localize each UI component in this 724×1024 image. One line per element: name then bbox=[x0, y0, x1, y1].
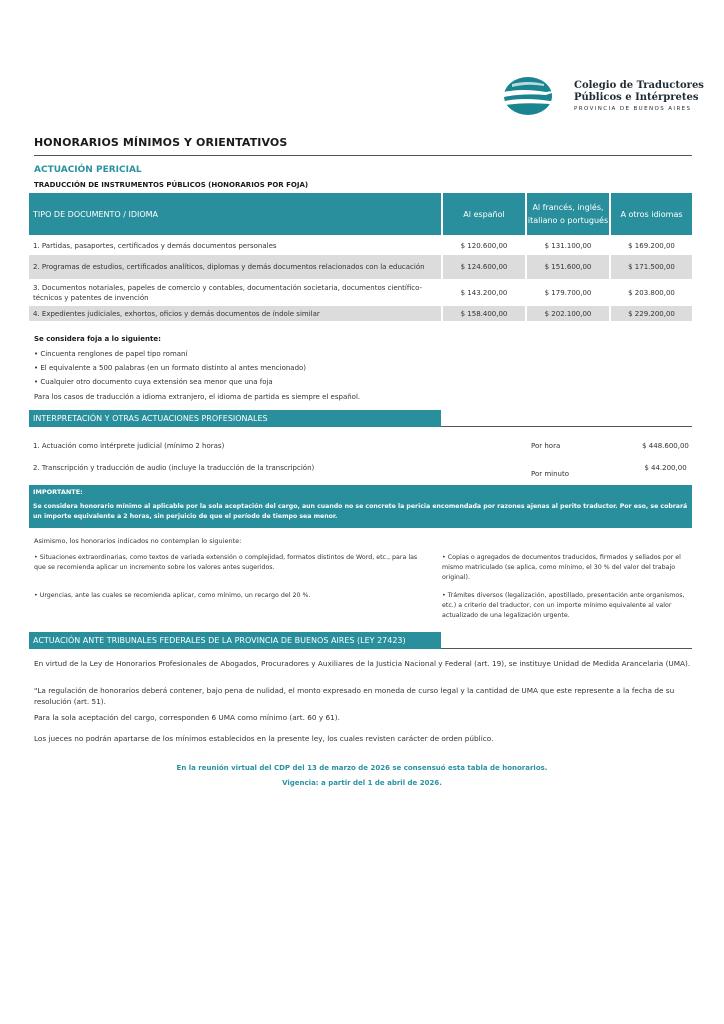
column-header-spanish: Al español bbox=[443, 193, 525, 235]
table-row bbox=[29, 255, 692, 279]
foja-item: • El equivalente a 500 palabras (en un formato distinto al antes mencionado) bbox=[34, 364, 307, 372]
price-fr-en-it-pt: $ 202.100,00 bbox=[527, 306, 609, 321]
table-row bbox=[29, 306, 692, 321]
exclusions-intro: Asimismo, los honorarios indicados no contemplan lo siguiente: bbox=[34, 537, 242, 545]
table-row bbox=[29, 281, 692, 305]
foja-heading: Se considera foja a lo siguiente: bbox=[34, 335, 161, 343]
table-row bbox=[29, 238, 692, 254]
federales-paragraph: Para la sola aceptación del cargo, corresponden 6 UMA como mínimo (art. 60 y 61). bbox=[34, 713, 340, 722]
row-unit: Por minuto bbox=[531, 470, 570, 478]
table-row bbox=[29, 456, 692, 480]
language-note: Para los casos de traducción a idioma extranjero, el idioma de partida es siempre el español. bbox=[34, 393, 361, 401]
important-title: IMPORTANTE: bbox=[33, 488, 83, 496]
pericial-heading: ACTUACIÓN PERICIAL bbox=[34, 165, 142, 175]
price-spanish: $ 124.600,00 bbox=[443, 255, 525, 279]
price-other: $ 229.200,00 bbox=[611, 306, 692, 321]
exclusion-item: • Trámites diversos (legalización, apostillado, presentación ante organismos, etc.) a criterio del traductor, con un importe mínimo equivalente al valor actualizado de una legalización urgente. bbox=[442, 592, 685, 619]
price-other: $ 203.800,00 bbox=[628, 289, 675, 297]
federales-heading: ACTUACIÓN ANTE TRIBUNALES FEDERALES DE LA PROVINCIA DE BUENOS AIRES (LEY 27423) bbox=[29, 632, 441, 649]
foja-item: • Cualquier otro documento cuya extensión sea menor que una foja bbox=[34, 378, 273, 386]
column-header-other: A otros idiomas bbox=[611, 193, 692, 235]
row-unit: Por hora bbox=[531, 442, 561, 450]
row-price: $ 44.200,00 bbox=[644, 464, 687, 472]
row-label: 1. Actuación como intérprete judicial (mínimo 2 horas) bbox=[33, 442, 225, 450]
page-title: HONORARIOS MÍNIMOS Y ORIENTATIVOS bbox=[34, 136, 288, 149]
price-fr-en-it-pt: $ 151.600,00 bbox=[527, 255, 609, 279]
price-other: $ 171.500,00 bbox=[611, 255, 692, 279]
exclusion-item: • Copias o agregados de documentos traducidos, firmados y sellados por el mismo matriculado (se aplica, como mínimo, el 30 % del valor del trabajo original). bbox=[442, 554, 681, 581]
logo-text bbox=[574, 80, 704, 112]
important-text: Se considera honorario mínimo al aplicable por la sola aceptación del cargo, aun cuando no se concrete la pericia encomendada por razones ajenas al perito traductor. Por eso, se cobrará un importe equivalente a 2 horas, sin perjuicio de que el período de tiempo sea menor. bbox=[33, 503, 688, 520]
logo-line-1: Colegio de Traductores bbox=[574, 80, 704, 91]
price-other: $ 169.200,00 bbox=[628, 242, 675, 250]
exclusion-item: • Urgencias, ante las cuales se recomienda aplicar, como mínimo, un recargo del 20 %. bbox=[34, 592, 311, 599]
row-label: 1. Partidas, pasaportes, certificados y demás documentos personales bbox=[33, 242, 277, 250]
price-spanish: $ 143.200,00 bbox=[460, 289, 508, 297]
important-box bbox=[29, 485, 692, 528]
row-label: 3. Documentos notariales, papeles de comercio y contables, documentación societaria, documentos científico-técnicos y patentes de invención bbox=[33, 284, 423, 302]
logo bbox=[502, 76, 704, 116]
column-header-type: TIPO DE DOCUMENTO / IDIOMA bbox=[29, 193, 441, 235]
title-divider bbox=[34, 155, 692, 156]
price-spanish: $ 120.600,00 bbox=[460, 242, 508, 250]
colegio-logo-icon bbox=[502, 76, 566, 116]
price-spanish: $ 158.400,00 bbox=[443, 306, 525, 321]
foja-item: • Cincuenta renglones de papel tipo romaní bbox=[34, 350, 188, 358]
federales-paragraph: Los jueces no podrán apartarse de los mínimos establecidos en la presente ley, los cuales revisten carácter de orden público. bbox=[34, 734, 494, 743]
logo-line-2: Públicos e Intérpretes bbox=[574, 92, 699, 103]
exclusion-item: • Situaciones extraordinarias, como textos de variada extensión o complejidad, formatos distintos de Word, etc., para las que se recomienda aplicar un incremento sobre los valores antes sugeridos. bbox=[34, 554, 418, 571]
row-label: 2. Transcripción y traducción de audio (incluye la traducción de la transcripción) bbox=[33, 464, 315, 472]
footer-line-2: Vigencia: a partir del 1 de abril de 2026. bbox=[282, 779, 442, 787]
column-header-fr-en-it-pt: Al francés, inglés, italiano o portugués bbox=[527, 193, 609, 235]
logo-line-3: PROVINCIA DE BUENOS AIRES bbox=[574, 106, 692, 112]
federales-paragraph: "La regulación de honorarios deberá contener, bajo pena de nulidad, el monto expresado en moneda de curso legal y la cantidad de UMA que este represente a la fecha de su resolución (art. 51). bbox=[34, 686, 675, 706]
pericial-subheading: TRADUCCIÓN DE INSTRUMENTOS PÚBLICOS (HONORARIOS POR FOJA) bbox=[34, 181, 309, 189]
row-label: 2. Programas de estudios, certificados analíticos, diplomas y demás documentos relacionados con la educación bbox=[29, 255, 441, 279]
section-divider bbox=[441, 426, 692, 427]
federales-paragraph: En virtud de la Ley de Honorarios Profesionales de Abogados, Procuradores y Auxiliares de la Justicia Nacional y Federal (art. 19), se instituye Unidad de Medida Arancelaria (UMA). bbox=[34, 659, 691, 668]
price-fr-en-it-pt: $ 131.100,00 bbox=[544, 242, 592, 250]
price-fr-en-it-pt: $ 179.700,00 bbox=[544, 289, 592, 297]
row-label: 4. Expedientes judiciales, exhortos, oficios y demás documentos de índole similar bbox=[29, 306, 441, 321]
footer-line-1: En la reunión virtual del CDP del 13 de marzo de 2026 se consensuó esta tabla de honorarios. bbox=[176, 764, 548, 772]
table-row bbox=[29, 438, 692, 454]
section-divider bbox=[441, 648, 692, 649]
row-price: $ 448.600,00 bbox=[642, 442, 689, 450]
interpretacion-heading: INTERPRETACIÓN Y OTRAS ACTUACIONES PROFESIONALES bbox=[29, 410, 441, 427]
